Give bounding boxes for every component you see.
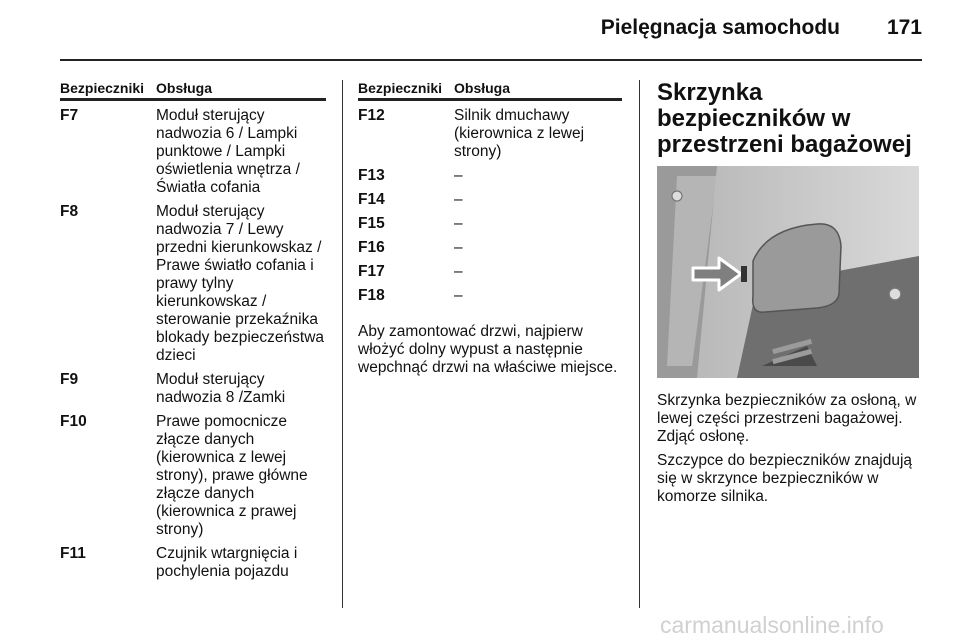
fuse-desc: – [454,191,463,208]
fuse-table-2 [358,80,622,383]
fusebox-cover-photo [657,166,919,378]
fuse-desc: Moduł sterujący nadwozia 6 / Lampki punktowe / Lampki oświetlenia wnętrza / Światła cofania [156,107,300,196]
fuse-desc: Prawe pomocnicze złącze danych (kierownica z lewej strony), prawe główne złącze danych (kierownica z prawej strony) [156,413,308,538]
fuse-desc: Moduł sterujący nadwozia 7 / Lewy przedni kierunkowskaz / Prawe światło cofania i prawy tylny kierunkowskaz / sterowanie przekaźnika blokady bezpieczeństwa dzieci [156,203,325,364]
watermark: carmanualsonline.info [660,612,884,638]
table-row [60,545,326,581]
column-divider [639,80,640,608]
section-paragraph: Szczypce do bezpieczników znajdują się w skrzynce bezpieczników w komorze silnika. [657,452,913,505]
fuse-id: F13 [358,167,385,184]
page-title: Pielęgnacja samochodu [600,16,840,39]
fuse-id: F17 [358,263,385,280]
header-fuses: Bezpieczniki [358,80,443,96]
table-row [60,107,326,197]
table-row [358,239,622,257]
header-function: Obsługa [156,80,213,96]
fuse-desc: Czujnik wtargnięcia i pochylenia pojazdu [156,545,298,580]
section-paragraph: Skrzynka bezpieczników za osłoną, w lewej części przestrzeni bagażowej. Zdjąć osłonę. [657,392,917,445]
fuse-id: F14 [358,191,385,208]
table-row [358,191,622,209]
fuse-id: F12 [358,107,385,124]
installation-note: Aby zamontować drzwi, najpierw włożyć dolny wypust a następnie wepchnąć drzwi na właściwe miejsce. [358,323,618,376]
table-row [60,203,326,365]
table-row [60,371,326,407]
fuse-desc: – [454,167,463,184]
section-luggage-fusebox [657,80,921,512]
fuse-desc: – [454,287,463,304]
table-row [358,287,622,305]
table-row [358,167,622,185]
header-fuses: Bezpieczniki [60,80,145,96]
table-header [358,80,622,101]
table-row [358,215,622,233]
fuse-id: F10 [60,413,87,430]
fuse-desc: Moduł sterujący nadwozia 8 /Zamki [156,371,286,406]
table-row [60,413,326,539]
fuse-desc: Silnik dmuchawy (kierownica z lewej strony) [454,107,585,160]
section-title: Skrzynka bezpieczników w przestrzeni bagażowej [657,79,912,158]
fuse-id: F7 [60,107,79,124]
fuse-id: F18 [358,287,385,304]
fuse-desc: – [454,239,463,256]
header-rule [60,59,922,61]
column-divider [342,80,343,608]
table-row [358,263,622,281]
fuse-id: F11 [60,545,86,562]
header-function: Obsługa [454,80,511,96]
fuse-id: F16 [358,239,385,256]
fuse-id: F8 [60,203,79,220]
fuse-desc: – [454,215,463,232]
fuse-desc: – [454,263,463,280]
fuse-table-1 [60,80,326,581]
page-number: 171 [886,16,922,39]
table-header [60,80,326,101]
fuse-id: F15 [358,215,385,232]
table-row [358,107,622,161]
fuse-id: F9 [60,371,79,388]
